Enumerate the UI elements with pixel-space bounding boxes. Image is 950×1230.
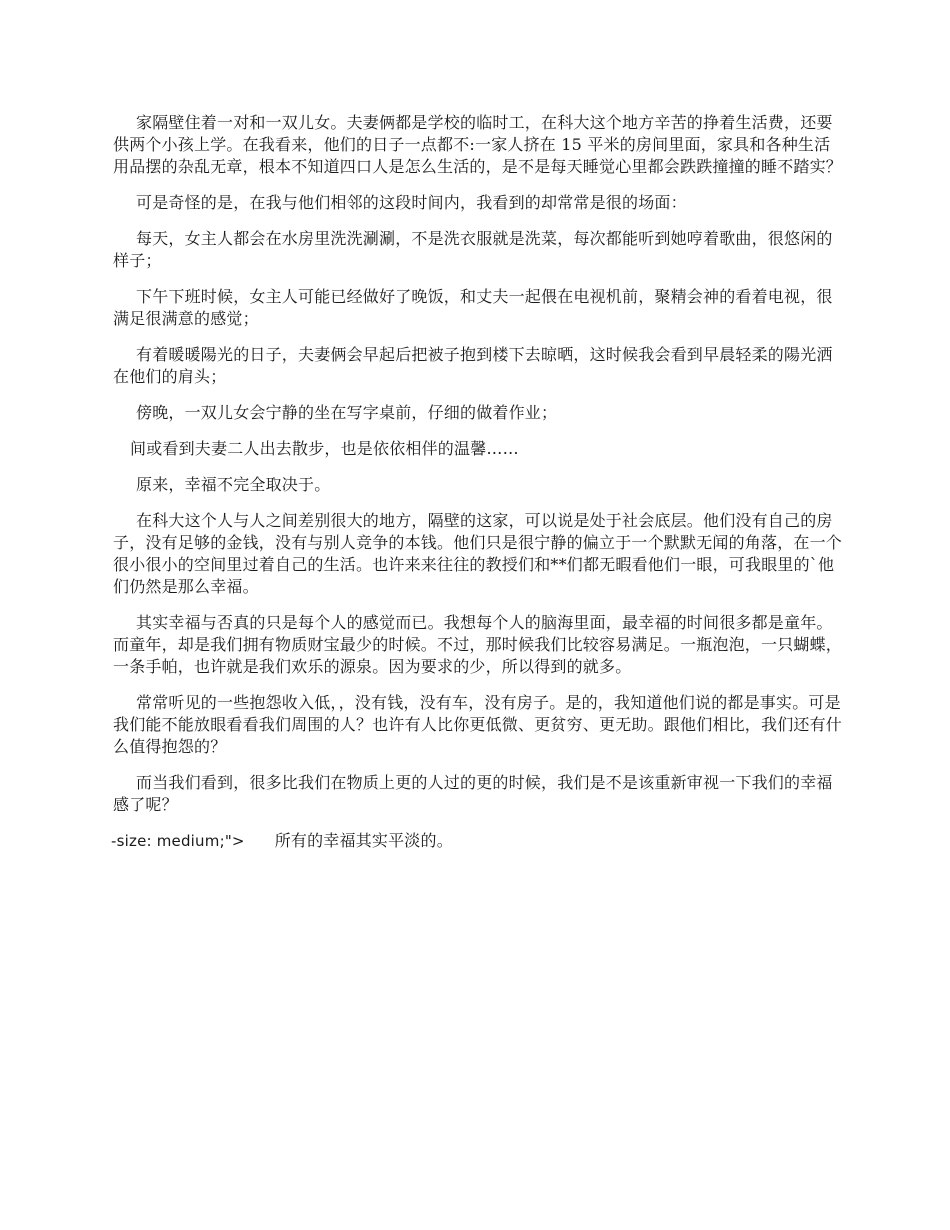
article-body [113,112,843,866]
stray-markup-text: -size: medium;"> [111,832,245,850]
paragraph-10: 其实幸福与否真的只是每个人的感觉而已。我想每个人的脑海里面，最幸福的时间很多都是童年。而童年，却是我们拥有物质财宝最少的时候。不过，那时候我们比较容易满足。一瓶泡泡，一只蝴蝶，一条手帕，也许就是我们欢乐的源泉。因为要求的少，所以得到的就多。 [113,613,843,676]
paragraph-9: 在科大这个人与人之间差别很大的地方，隔壁的这家，可以说是处于社会底层。他们没有自己的房子，没有足够的金钱，没有与别人竞争的本钱。他们只是很宁静的偏立于一个默默无闻的角落，在一个很小很小的空间里过着自己的生活。也许来来往往的教授们和**们都无暇看他们一眼，可我眼里的`他们仍然是那么幸福。 [113,511,843,596]
closing-sentence: 所有的幸福其实平淡的。 [274,831,453,850]
paragraph-8: 原来，幸福不完全取决于。 [136,475,331,494]
paragraph-5: 有着暖暖陽光的日子，夫妻俩会早起后把被子抱到楼下去晾晒，这时候我会看到早晨轻柔的陽光洒在他们的肩头； [113,345,833,386]
paragraph-1: 家隔壁住着一对和一双儿女。夫妻俩都是学校的临时工，在科大这个地方辛苦的挣着生活费，还要供两个小孩上学。在我看来，他们的日子一点都不:一家人挤在 15 平米的房间里面，家具和各种生活用品摆的杂乱无章，根本不知道四口人是怎么生活的，是不是每天睡觉心里都会跌跌撞撞的睡不踏实？ [113,113,843,176]
paragraph-3: 每天，女主人都会在水房里洗洗涮涮，不是洗衣服就是洗菜，每次都能听到她哼着歌曲，很悠闲的样子； [113,229,833,270]
paragraph-7: 间或看到夫妻二人出去散步，也是依依相伴的温馨…… [130,439,519,458]
paragraph-6: 傍晚，一双儿女会宁静的坐在写字桌前，仔细的做着作业； [136,403,558,422]
paragraph-11: 常常听见的一些抱怨收入低，，没有钱，没有车，没有房子。是的，我知道他们说的都是事实。可是我们能不能放眼看看我们周围的人？也许有人比你更低微、更贫穷、更无助。跟他们相比，我们还有什么值得抱怨的？ [113,693,843,756]
paragraph-4: 下午下班时候，女主人可能已经做好了晚饭，和丈夫一起偎在电视机前，聚精会神的看着电视，很满足很满意的感觉； [113,287,833,328]
paragraph-2: 可是奇怪的是，在我与他们相邻的这段时间内，我看到的却常常是很的场面： [136,193,687,212]
paragraph-12: 而当我们看到，很多比我们在物质上更的人过的更的时候，我们是不是该重新审视一下我们的幸福感了呢？ [113,773,833,814]
closing-line [111,830,843,852]
